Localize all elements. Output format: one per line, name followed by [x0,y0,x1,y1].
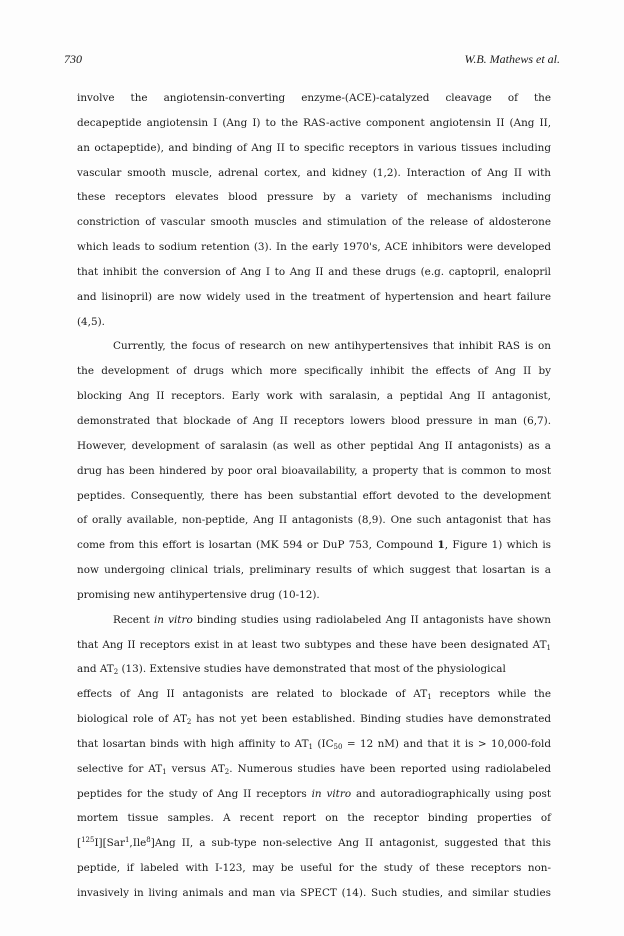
page-header [64,52,560,68]
text-segment: Recent [113,613,154,626]
text-segment: effects of Ang II antagonists are related to blockade of AT [77,688,428,701]
text-line [77,558,551,583]
running-head: W.B. Mathews et al. [464,52,560,66]
text-segment: peptide, if labeled with I-123, may be useful for the study of these receptors non- [77,862,551,875]
text-line [77,682,551,707]
text-segment: (IC [313,737,334,750]
text-line [77,210,551,235]
text-line [77,359,551,384]
text-segment: However, development of saralasin (as well as other peptidal Ang II antagonists) as a [77,439,551,452]
text-segment: selective for AT [77,762,163,775]
text-segment: peptides for the study of Ang II receptors [77,787,312,800]
text-segment: in vitro [311,787,352,800]
text-segment: an octapeptide), and binding of Ang II to specific receptors in various tissues including [77,141,551,154]
text-line [77,384,551,409]
text-line [77,86,551,111]
text-segment: 2 [113,668,119,677]
text-line [77,508,551,533]
text-segment: which leads to sodium retention (3). In the early 1970's, ACE inhibitors were developed [77,241,551,254]
text-line [77,136,551,161]
text-line [77,732,551,757]
text-segment: decapeptide angiotensin I (Ang I) to the RAS-active component angiotensin II (Ang II, [77,116,551,129]
text-segment: 1 [546,643,551,652]
text-segment: involve the angiotensin-converting enzyme-(ACE)-catalyzed cleavage of the [77,92,551,104]
text-segment: 8 [146,836,151,845]
text-segment: mortem tissue samples. A recent report on the receptor binding properties of [77,812,551,825]
text-line [77,310,551,335]
text-line [77,185,551,210]
text-segment: vascular smooth muscle, adrenal cortex, and kidney (1,2). Interaction of Ang II with [77,166,551,179]
text-segment: that inhibit the conversion of Ang I to Ang II and these drugs (e.g. captopril, enalopril [77,265,551,278]
text-line [77,484,551,509]
text-line [77,459,551,484]
text-segment: has not yet been established. Binding studies have demonstrated [191,713,551,726]
text-segment: 1 [437,539,445,552]
text-line [77,583,551,608]
text-line [77,161,551,186]
text-segment: binding studies using radiolabeled Ang II antagonists have shown [192,613,551,626]
text-segment: in vitro [153,613,193,626]
text-line [77,806,551,831]
text-line [77,235,551,260]
text-segment: 1 [308,742,314,751]
text-segment: = 12 nM) and that it is > 10,000-fold [342,737,551,750]
text-segment: blocking Ang II receptors. Early work with saralasin, a peptidal Ang II antagonist, [77,390,551,403]
text-segment: ]Ang II, a sub-type non-selective Ang II antagonist, suggested that this [150,837,551,850]
text-segment: [ [77,837,82,850]
text-segment: demonstrated that blockade of Ang II receptors lowers blood pressure in man (6,7). [77,414,551,427]
text-segment: biological role of AT [77,713,187,726]
text-segment: 1 [124,836,130,845]
text-segment: (13). Extensive studies have demonstrated that most of the physiological [118,663,506,676]
text-line [77,831,551,856]
text-segment: 125 [81,836,95,845]
text-segment: promising new antihypertensive drug (10-12). [77,588,320,601]
text-segment: that losartan binds with high affinity to AT [77,737,309,750]
text-line [77,111,551,136]
text-segment: 1 [427,693,432,702]
text-segment: peptides. Consequently, there has been substantial effort devoted to the development [77,489,551,502]
text-line [77,707,551,732]
text-segment: drug has been hindered by poor oral bioavailability, a property that is common to most [77,464,551,477]
text-line [77,533,551,558]
page-number: 730 [64,52,82,66]
text-segment: ,Ile [129,837,147,850]
text-segment: Currently, the focus of research on new antihypertensives that inhibit RAS is on [113,340,551,353]
body-text [77,86,551,906]
text-segment: come from this effort is losartan (MK 594 or DuP 753, Compound [77,539,438,552]
text-line [77,285,551,310]
text-line [77,782,551,807]
text-line [77,334,551,359]
text-line [77,881,551,906]
text-line [77,608,551,633]
text-segment: invasively in living animals and man via SPECT (14). Such studies, and similar studies [77,887,551,899]
text-segment: I][Sar [94,837,125,850]
text-segment: now undergoing clinical trials, preliminary results of which suggest that losartan is a [77,564,551,577]
text-line [77,633,551,658]
text-segment: of orally available, non-peptide, Ang II antagonists (8,9). One such antagonist that has [77,514,551,527]
text-segment: and AT [77,663,114,676]
text-segment: these receptors elevates blood pressure by a variety of mechanisms including [77,191,551,204]
text-line [77,856,551,881]
text-segment: 50 [333,742,343,751]
text-segment: receptors while the [431,688,552,701]
text-line [77,260,551,285]
text-segment: the development of drugs which more specifically inhibit the effects of Ang II by [77,365,551,378]
text-line [77,434,551,459]
text-segment: that Ang II receptors exist in at least two subtypes and these have been designated AT [77,638,547,651]
text-segment: and autoradiographically using post [351,787,551,800]
text-segment: constriction of vascular smooth muscles and stimulation of the release of aldosterone [77,216,551,229]
text-line [77,657,551,682]
text-segment: 2 [224,767,230,776]
text-segment: 1 [162,767,167,776]
text-line [77,409,551,434]
text-segment: , Figure 1) which is [444,539,551,552]
text-segment: versus AT [166,762,225,775]
text-line [77,757,551,782]
text-segment: (4,5). [77,315,105,328]
text-segment: 2 [186,718,192,727]
text-segment: and lisinopril) are now widely used in the treatment of hypertension and heart failure [77,290,551,303]
text-segment: . Numerous studies have been reported using radiolabeled [229,762,551,775]
